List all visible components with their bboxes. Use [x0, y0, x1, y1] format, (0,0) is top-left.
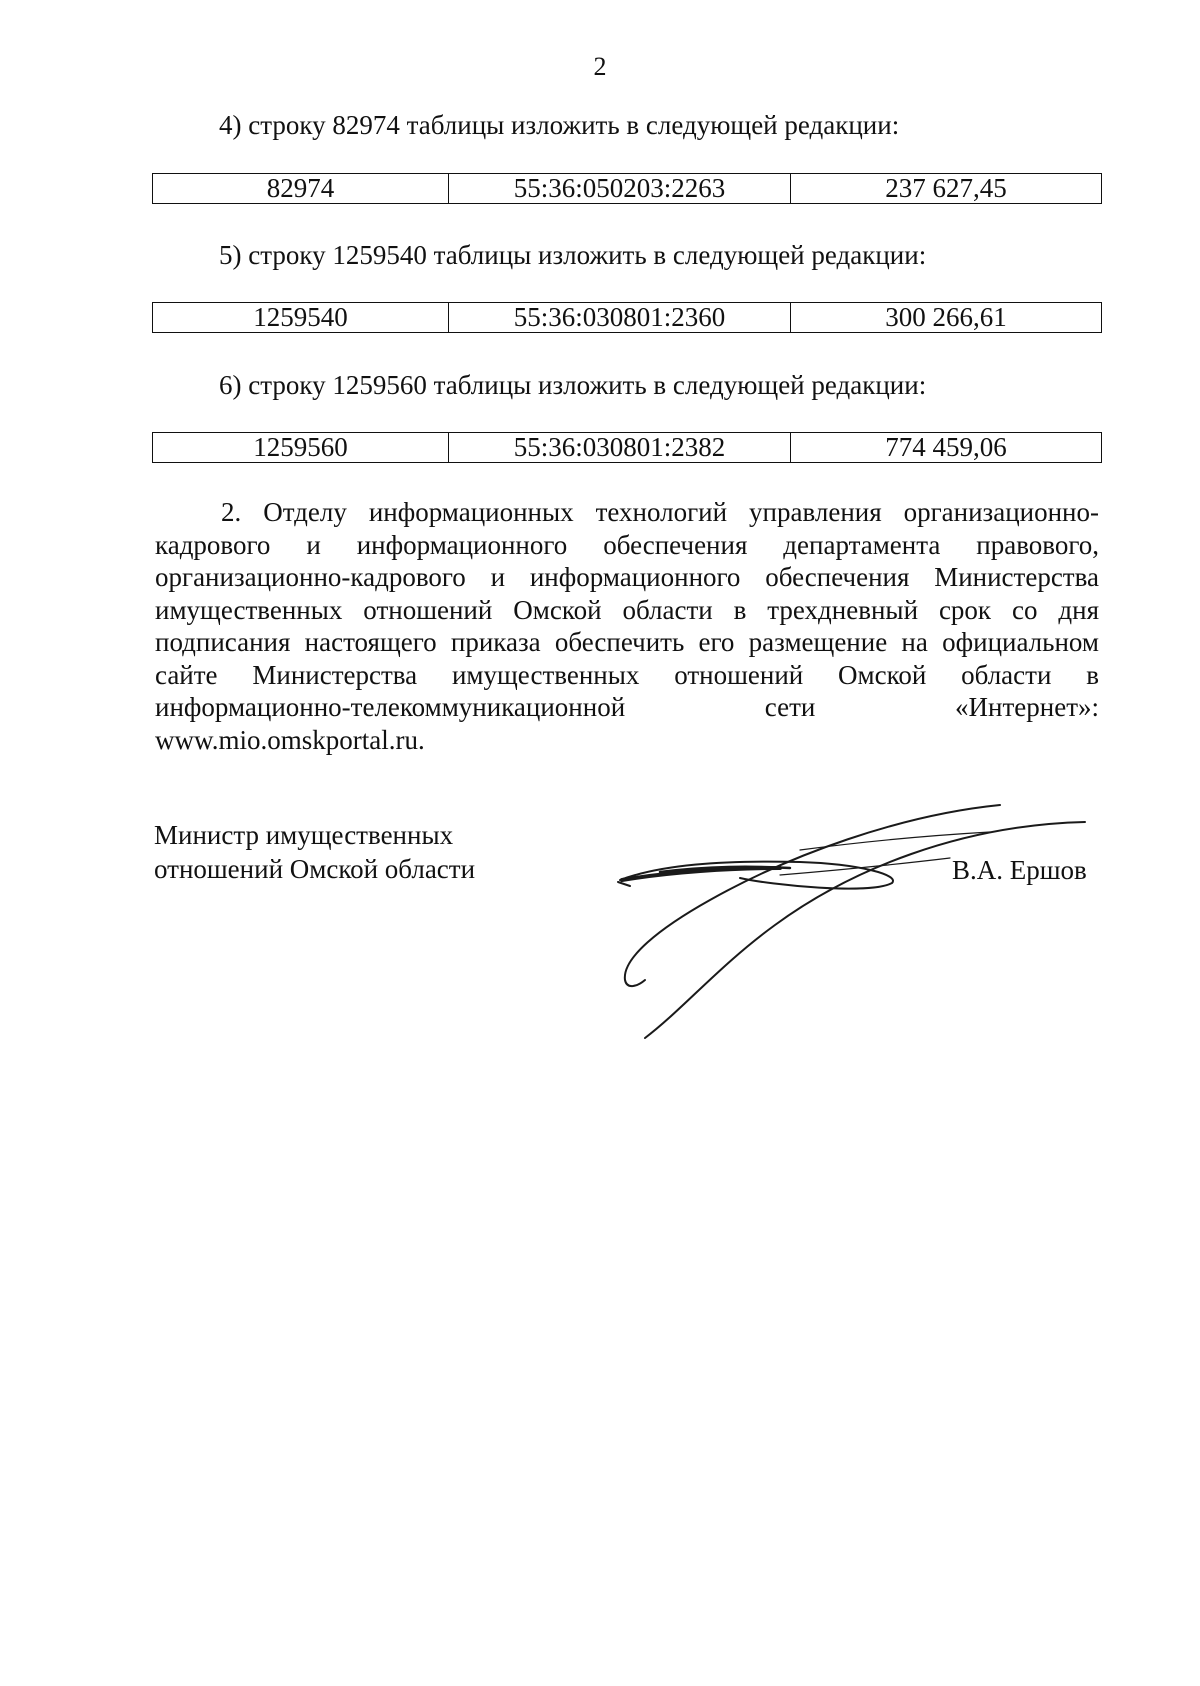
signatory-title-line-2: отношений Омской области: [154, 854, 476, 884]
table-cell-cadastral-number: 55:36:030801:2382: [449, 433, 791, 463]
amendment-table-4: [152, 173, 1102, 204]
amendment-table-5: [152, 302, 1102, 333]
handwritten-signature: [600, 780, 1100, 1050]
table-cell-value: 300 266,61: [791, 303, 1102, 333]
table-cell-row-number: 1259540: [153, 303, 449, 333]
signatory-title-line-1: Министр имущественных: [154, 820, 454, 850]
amendment-table-6: [152, 432, 1102, 463]
amendment-intro-5: 5) строку 1259540 таблицы изложить в следующей редакции:: [219, 240, 927, 270]
page-number: 2: [593, 52, 607, 81]
table-cell-cadastral-number: 55:36:050203:2263: [449, 174, 791, 204]
table-cell-value: 774 459,06: [791, 433, 1102, 463]
table-row: [153, 433, 1102, 463]
table-cell-value: 237 627,45: [791, 174, 1102, 204]
table-cell-row-number: 1259560: [153, 433, 449, 463]
table-row: [153, 303, 1102, 333]
table-cell-cadastral-number: 55:36:030801:2360: [449, 303, 791, 333]
amendment-intro-4: 4) строку 82974 таблицы изложить в следующей редакции:: [219, 110, 900, 140]
amendment-intro-6: 6) строку 1259560 таблицы изложить в следующей редакции:: [219, 370, 927, 400]
table-row: [153, 174, 1102, 204]
signatory-name: В.А. Ершов: [952, 855, 1087, 885]
paragraph-2: 2. Отделу информационных технологий управления организационно-кадрового и информационного обеспечения департамента правового, организационно-кадрового и информационного обеспечения Министерства имущественных отношений Омской области в трехдневный срок со дня подписания настоящего приказа обеспечить его размещение на официальном сайте Министерства имущественных отношений Омской области в информационно-телекоммуникационной сети «Интернет»: www.mio.omskportal.ru.: [155, 497, 1099, 755]
table-cell-row-number: 82974: [153, 174, 449, 204]
signatory-title: [154, 818, 475, 886]
